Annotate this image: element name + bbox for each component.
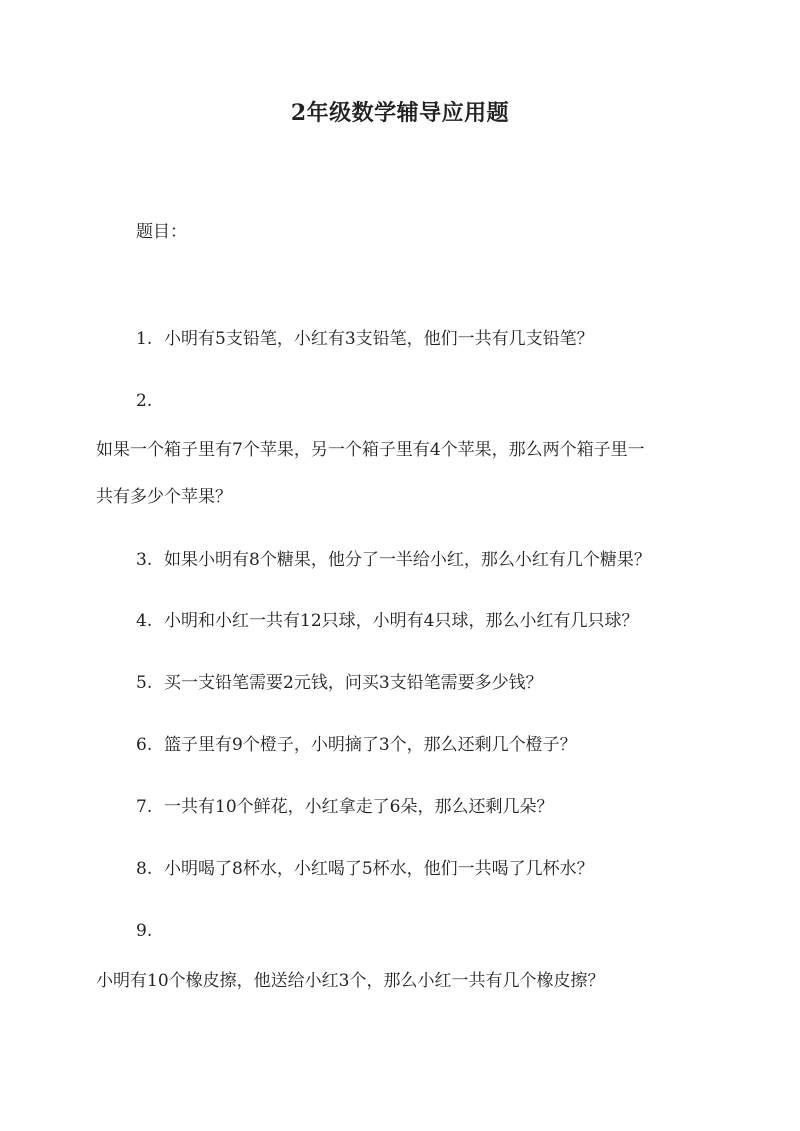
question-text: 买一支铅笔需要2元钱，问买3支铅笔需要多少钱？ — [164, 673, 543, 693]
question-4 — [136, 609, 638, 633]
question-number: 8. — [136, 859, 153, 879]
question-1 — [136, 327, 594, 351]
question-2-number: 2. — [136, 391, 153, 411]
question-8 — [136, 857, 594, 881]
question-number: 7. — [136, 797, 153, 817]
question-2-text-line-1: 如果一个箱子里有7个苹果，另一个箱子里有4个苹果，那么两个箱子里一 — [96, 440, 645, 460]
question-number: 5. — [136, 673, 153, 693]
question-text: 小明喝了8杯水，小红喝了5杯水，他们一共喝了几杯水？ — [164, 859, 594, 879]
question-text: 篮子里有9个橙子，小明摘了3个，那么还剩几个橙子？ — [164, 735, 577, 755]
questions-label: 题目： — [136, 222, 187, 242]
question-text: 一共有10个鲜花，小红拿走了6朵，那么还剩几朵？ — [164, 797, 554, 817]
question-number: 3. — [136, 550, 153, 570]
question-number: 1. — [136, 329, 153, 349]
question-2-text-line-2: 共有多少个苹果？ — [96, 487, 232, 507]
question-number: 6. — [136, 735, 153, 755]
question-9-number: 9. — [136, 921, 153, 941]
question-text: 如果小明有8个糖果，他分了一半给小红，那么小红有几个糖果？ — [164, 550, 651, 570]
question-3 — [136, 548, 651, 572]
question-5 — [136, 671, 543, 695]
question-9-text: 小明有10个橡皮擦，他送给小红3个，那么小红一共有几个橡皮擦？ — [96, 971, 605, 991]
document-title: 2年级数学辅导应用题 — [290, 100, 510, 126]
question-text: 小明和小红一共有12只球，小明有4只球，那么小红有几只球？ — [164, 611, 639, 631]
question-text: 小明有5支铅笔，小红有3支铅笔，他们一共有几支铅笔？ — [164, 329, 594, 349]
question-6 — [136, 733, 577, 757]
question-number: 4. — [136, 611, 153, 631]
question-7 — [136, 795, 553, 819]
